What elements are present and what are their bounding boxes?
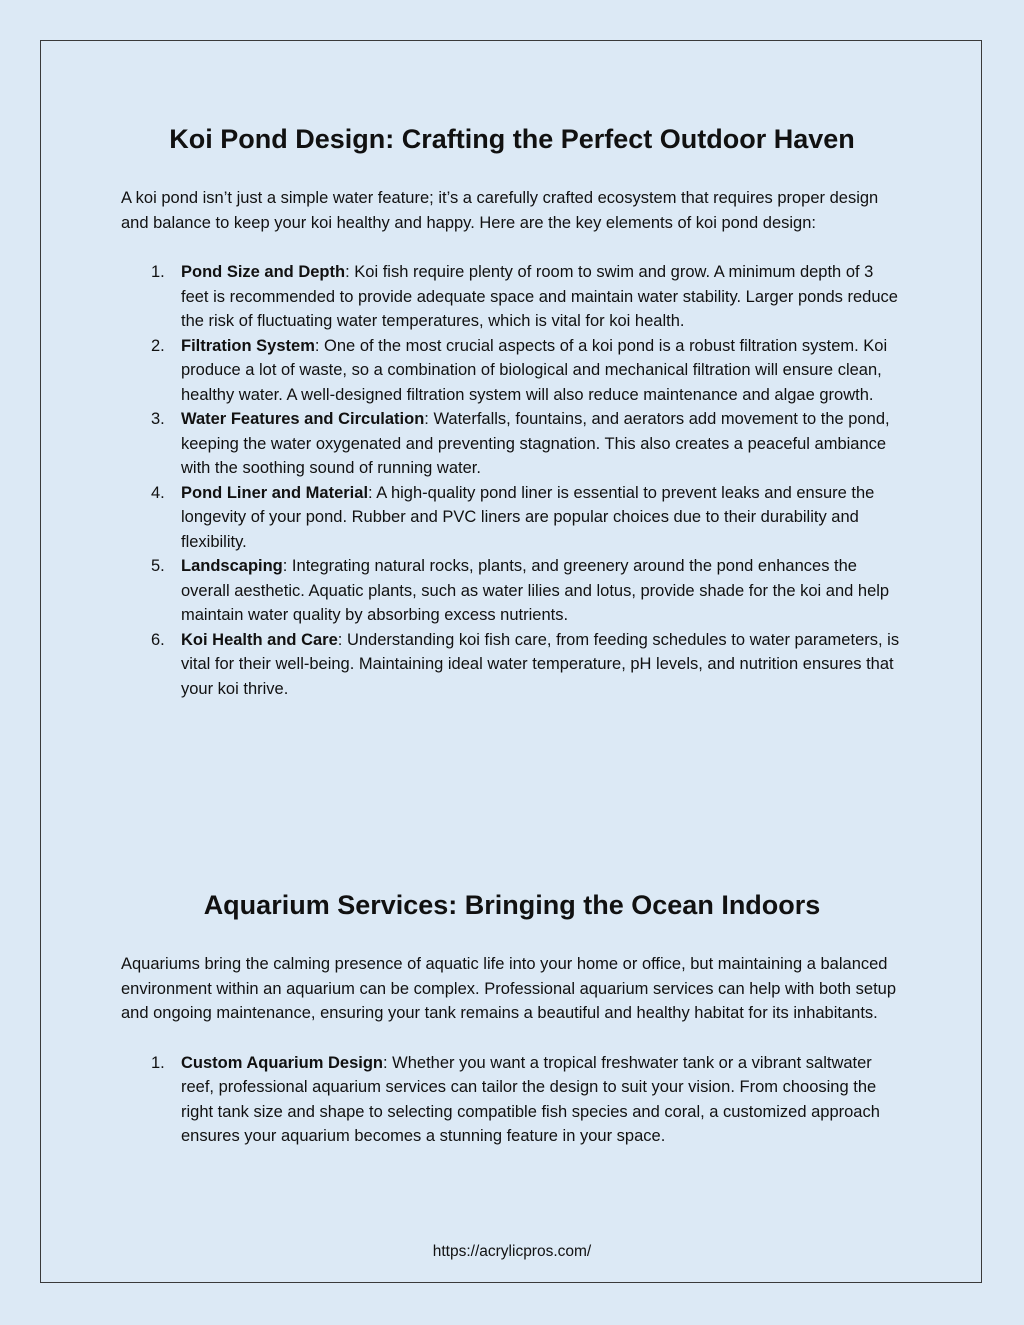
list-item-text: : Integrating natural rocks, plants, and greenery around the pond enhances the overall aesthetic. Aquatic plants, such as water lilies and lotus, provide shade for the koi and help maintain water quality by absorbing excess nutrients.	[181, 557, 890, 624]
list-item-heading: Pond Liner and Material	[181, 483, 369, 502]
list-number: 1.	[151, 1053, 165, 1072]
list-number: 4.	[151, 483, 165, 502]
list-number: 1.	[151, 263, 165, 281]
list-item-text: : Waterfalls, fountains, and aerators add movement to the pond, keeping the water oxygenated and preventing stagnation. This also creates a peaceful ambiance with the soothing sound of running water.	[181, 410, 890, 477]
list-item	[121, 260, 903, 334]
list-item	[121, 481, 903, 555]
aquarium-services-intro: Aquariums bring the calming presence of aquatic life into your home or office, but maintaining a balanced environment within an aquarium can be complex. Professional aquarium services can help with both setup and ongoing maintenance, ensuring your tank remains a beautiful and healthy habitat for its inhabitants.	[121, 955, 897, 1022]
list-item	[121, 334, 903, 408]
list-item-heading: Landscaping	[181, 557, 283, 575]
aquarium-services-title: Aquarium Services: Bringing the Ocean Indoors	[203, 890, 821, 920]
aquarium-services-list	[121, 1051, 903, 1149]
list-number: 5.	[151, 557, 165, 575]
list-item	[121, 628, 903, 702]
footer-url: https://acrylicpros.com/	[432, 1243, 592, 1260]
list-item-text: : Understanding koi fish care, from feeding schedules to water parameters, is vital for their well-being. Maintaining ideal water temperature, pH levels, and nutrition ensures that your koi thrive.	[181, 630, 900, 698]
list-item-text: : Koi fish require plenty of room to swim and grow. A minimum depth of 3 feet is recommended to provide adequate space and maintain water stability. Larger ponds reduce the risk of fluctuating water temperatures, which is vital for koi health.	[181, 263, 898, 330]
list-item	[121, 554, 903, 628]
list-item-text: : One of the most crucial aspects of a koi pond is a robust filtration system. Koi produce a lot of waste, so a combination of biological and mechanical filtration will ensure clean, healthy water. A well-designed filtration system will also reduce maintenance and algae growth.	[181, 336, 888, 404]
list-item-heading: Pond Size and Depth	[181, 263, 346, 281]
list-item-heading: Koi Health and Care	[181, 630, 338, 649]
koi-pond-intro: A koi pond isn’t just a simple water feature; it’s a carefully crafted ecosystem that requires proper design and balance to keep your koi healthy and happy. Here are the key elements of koi pond design:	[121, 189, 879, 232]
list-item	[121, 1051, 903, 1149]
list-number: 6.	[151, 630, 165, 649]
list-item-text: : A high-quality pond liner is essential to prevent leaks and ensure the longevity of your pond. Rubber and PVC liners are popular choices due to their durability and flexibility.	[181, 483, 875, 551]
koi-pond-title: Koi Pond Design: Crafting the Perfect Outdoor Haven	[169, 124, 855, 154]
list-number: 2.	[151, 336, 165, 355]
koi-pond-list	[121, 260, 903, 701]
koi-pond-section	[121, 121, 903, 701]
list-number: 3.	[151, 410, 165, 428]
document-page	[40, 40, 982, 1283]
list-item	[121, 407, 903, 481]
list-item-heading: Custom Aquarium Design	[181, 1053, 383, 1072]
list-item-text: : Whether you want a tropical freshwater tank or a vibrant saltwater reef, professional aquarium services can tailor the design to suit your vision. From choosing the right tank size and shape to selecting compatible fish species and coral, a customized approach ensures your aquarium becomes a stunning feature in your space.	[181, 1053, 880, 1145]
list-item-heading: Water Features and Circulation	[181, 410, 425, 428]
aquarium-services-section	[121, 887, 903, 1149]
list-item-heading: Filtration System	[181, 336, 315, 355]
